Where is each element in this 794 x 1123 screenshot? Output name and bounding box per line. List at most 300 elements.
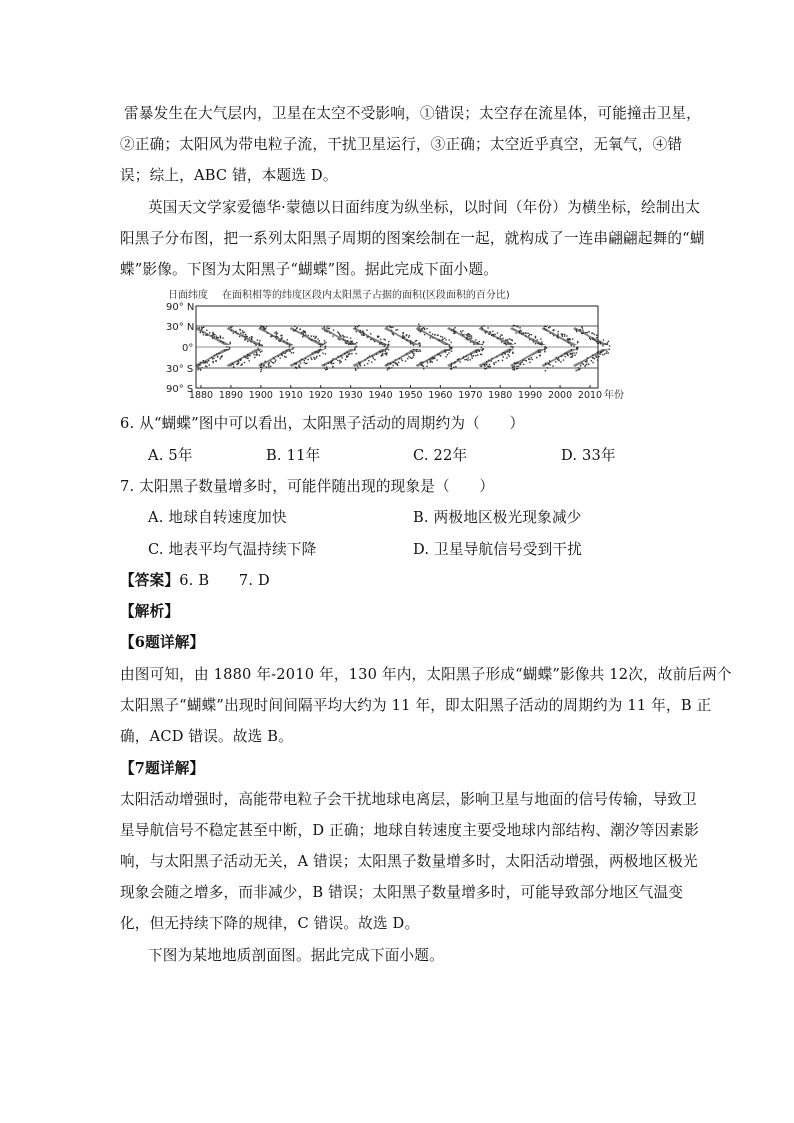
- sunspot-speck: [360, 332, 361, 333]
- sunspot-speck: [348, 354, 349, 355]
- sunspot-speck: [222, 342, 223, 343]
- sunspot-speck: [462, 334, 463, 335]
- sunspot-speck: [233, 364, 234, 365]
- sunspot-speck: [444, 351, 445, 352]
- sunspot-speck: [483, 364, 484, 365]
- sunspot-speck: [286, 350, 287, 351]
- sunspot-speck: [561, 356, 562, 357]
- sunspot-speck: [240, 333, 241, 334]
- x-tick-label: 1950: [398, 390, 423, 401]
- sunspot-speck: [390, 363, 391, 364]
- sunspot-speck: [481, 327, 482, 328]
- sunspot-speck: [596, 337, 597, 338]
- sunspot-speck: [576, 331, 577, 332]
- sunspot-speck: [326, 331, 327, 332]
- sunspot-speck: [212, 361, 213, 362]
- sunspot-speck: [567, 339, 568, 340]
- sunspot-speck: [304, 360, 305, 361]
- sunspot-speck: [387, 363, 388, 364]
- sunspot-speck: [292, 348, 293, 349]
- sunspot-speck: [237, 363, 238, 364]
- sunspot-speck: [407, 358, 408, 359]
- sunspot-speck: [422, 364, 423, 365]
- sunspot-speck: [332, 335, 333, 336]
- sunspot-speck: [493, 336, 494, 337]
- sunspot-speck: [418, 351, 419, 352]
- x-tick-label: 1910: [278, 390, 303, 401]
- sunspot-speck: [272, 362, 273, 363]
- sunspot-speck: [385, 339, 386, 340]
- sunspot-speck: [276, 331, 277, 332]
- sunspot-speck: [544, 328, 545, 329]
- sunspot-speck: [558, 337, 559, 338]
- sunspot-speck: [416, 349, 417, 350]
- sunspot-speck: [429, 359, 430, 360]
- sunspot-speck: [326, 366, 327, 367]
- sunspot-speck: [267, 333, 268, 334]
- sunspot-speck: [424, 328, 425, 329]
- sunspot-speck: [208, 360, 209, 361]
- sunspot-speck: [470, 359, 471, 360]
- sunspot-speck: [399, 358, 400, 359]
- sunspot-speck: [519, 327, 520, 328]
- sunspot-speck: [487, 366, 488, 367]
- sunspot-speck: [508, 354, 509, 355]
- sunspot-speck: [450, 342, 451, 343]
- sunspot-speck: [440, 355, 441, 356]
- sunspot-speck: [276, 338, 277, 339]
- sunspot-speck: [343, 339, 344, 340]
- sunspot-speck: [541, 341, 542, 342]
- sunspot-speck: [413, 353, 414, 354]
- q6-detail-line-2: 太阳黑子“蝴蝶”出现时间间隔平均大约为 11 年，即太阳黑子活动的周期约为 11 年，B 正: [120, 697, 712, 714]
- sunspot-speck: [359, 362, 360, 363]
- sunspot-speck: [214, 336, 215, 337]
- sunspot-speck: [304, 362, 305, 363]
- sunspot-speck: [572, 355, 573, 356]
- sunspot-speck: [520, 330, 521, 331]
- sunspot-speck: [558, 359, 559, 360]
- sunspot-speck: [315, 337, 316, 338]
- sunspot-speck: [467, 333, 468, 334]
- sunspot-speck: [586, 361, 587, 362]
- sunspot-speck: [300, 329, 301, 330]
- sunspot-speck: [302, 336, 303, 337]
- sunspot-speck: [338, 332, 339, 333]
- sunspot-speck: [260, 351, 261, 352]
- sunspot-speck: [442, 339, 443, 340]
- sunspot-speck: [467, 339, 468, 340]
- butterfly-wing: [321, 349, 357, 367]
- sunspot-speck: [343, 336, 344, 337]
- sunspot-speck: [341, 355, 342, 356]
- sunspot-speck: [557, 359, 558, 360]
- sunspot-speck: [315, 340, 316, 341]
- sunspot-speck: [230, 327, 231, 328]
- sunspot-speck: [265, 328, 266, 329]
- sunspot-speck: [339, 362, 340, 363]
- sunspot-speck: [202, 327, 203, 328]
- sunspot-speck: [581, 326, 582, 327]
- sunspot-speck: [488, 334, 489, 335]
- sunspot-speck: [244, 362, 245, 363]
- sunspot-speck: [505, 353, 506, 354]
- sunspot-speck: [324, 364, 325, 365]
- sunspot-speck: [237, 361, 238, 362]
- sunspot-speck: [496, 356, 497, 357]
- sunspot-speck: [580, 329, 581, 330]
- q7-option-d: D. 卫星导航信号受到干扰: [413, 541, 582, 558]
- sunspot-speck: [602, 350, 603, 351]
- sunspot-speck: [266, 366, 267, 367]
- sunspot-speck: [356, 342, 357, 343]
- sunspot-speck: [594, 358, 595, 359]
- sunspot-speck: [264, 329, 265, 330]
- sunspot-speck: [458, 358, 459, 359]
- sunspot-speck: [280, 357, 281, 358]
- x-tick-label: 1900: [248, 390, 273, 401]
- sunspot-speck: [347, 352, 348, 353]
- sunspot-speck: [593, 339, 594, 340]
- sunspot-speck: [422, 362, 423, 363]
- sunspot-speck: [377, 337, 378, 338]
- sunspot-speck: [403, 333, 404, 334]
- sunspot-speck: [285, 353, 286, 354]
- sunspot-speck: [412, 356, 413, 357]
- sunspot-speck: [545, 370, 546, 371]
- sunspot-speck: [324, 340, 325, 341]
- sunspot-speck: [502, 360, 503, 361]
- sunspot-speck: [220, 340, 221, 341]
- sunspot-speck: [529, 339, 530, 340]
- sunspot-speck: [525, 332, 526, 333]
- x-tick-label: 2010: [577, 390, 603, 401]
- sunspot-speck: [571, 345, 572, 346]
- sunspot-speck: [403, 336, 404, 337]
- sunspot-speck: [418, 327, 419, 328]
- sunspot-speck: [573, 352, 574, 353]
- sunspot-speck: [580, 365, 581, 366]
- sunspot-speck: [350, 337, 351, 338]
- sunspot-speck: [592, 362, 593, 363]
- sunspot-speck: [233, 332, 234, 333]
- sunspot-speck: [325, 369, 326, 370]
- sunspot-speck: [514, 362, 515, 363]
- sunspot-speck: [397, 329, 398, 330]
- sunspot-speck: [411, 358, 412, 359]
- sunspot-speck: [354, 343, 355, 344]
- sunspot-speck: [383, 339, 384, 340]
- sunspot-speck: [202, 332, 203, 333]
- sunspot-speck: [557, 334, 558, 335]
- sunspot-speck: [388, 341, 389, 342]
- sunspot-speck: [427, 362, 428, 363]
- sunspot-speck: [509, 351, 510, 352]
- sunspot-speck: [351, 353, 352, 354]
- sunspot-speck: [582, 327, 583, 328]
- sunspot-speck: [483, 341, 484, 342]
- sunspot-speck: [467, 360, 468, 361]
- sunspot-speck: [410, 350, 411, 351]
- sunspot-speck: [249, 360, 250, 361]
- sunspot-speck: [595, 355, 596, 356]
- sunspot-speck: [382, 344, 383, 345]
- sunspot-speck: [355, 368, 356, 369]
- sunspot-speck: [376, 354, 377, 355]
- sunspot-speck: [235, 332, 236, 333]
- sunspot-speck: [372, 355, 373, 356]
- sunspot-speck: [461, 332, 462, 333]
- sunspot-speck: [585, 361, 586, 362]
- sunspot-speck: [601, 351, 602, 352]
- sunspot-speck: [313, 357, 314, 358]
- sunspot-speck: [247, 341, 248, 342]
- sunspot-speck: [333, 358, 334, 359]
- sunspot-speck: [606, 344, 607, 345]
- sunspot-speck: [576, 348, 577, 349]
- sunspot-speck: [358, 362, 359, 363]
- sunspot-speck: [471, 337, 472, 338]
- q6-stem: 6. 从“蝴蝶”图中可以看出，太阳黑子活动的周期约为（ ）: [120, 415, 525, 432]
- sunspot-speck: [346, 357, 347, 358]
- sunspot-speck: [521, 333, 522, 334]
- sunspot-speck: [599, 354, 600, 355]
- butterfly-wing: [573, 349, 609, 367]
- sunspot-speck: [504, 352, 505, 353]
- sunspot-speck: [203, 334, 204, 335]
- sunspot-speck: [385, 351, 386, 352]
- sunspot-speck: [503, 356, 504, 357]
- sunspot-speck: [505, 343, 506, 344]
- sunspot-speck: [322, 344, 323, 345]
- sunspot-speck: [393, 362, 394, 363]
- sunspot-speck: [572, 353, 573, 354]
- sunspot-speck: [402, 335, 403, 336]
- sunspot-speck: [256, 353, 257, 354]
- sunspot-speck: [528, 335, 529, 336]
- sunspot-speck: [218, 337, 219, 338]
- sunspot-speck: [326, 327, 327, 328]
- sunspot-speck: [596, 341, 597, 342]
- sunspot-speck: [381, 355, 382, 356]
- sunspot-speck: [555, 361, 556, 362]
- sunspot-speck: [215, 361, 216, 362]
- sunspot-speck: [303, 333, 304, 334]
- sunspot-speck: [471, 356, 472, 357]
- sunspot-speck: [406, 353, 407, 354]
- sunspot-speck: [504, 343, 505, 344]
- sunspot-speck: [236, 333, 237, 334]
- sunspot-speck: [276, 335, 277, 336]
- sunspot-speck: [289, 349, 290, 350]
- sunspot-speck: [351, 341, 352, 342]
- sunspot-speck: [529, 334, 530, 335]
- sunspot-speck: [516, 366, 517, 367]
- sunspot-speck: [449, 339, 450, 340]
- sunspot-speck: [439, 340, 440, 341]
- sunspot-speck: [468, 357, 469, 358]
- sunspot-speck: [489, 364, 490, 365]
- sunspot-speck: [242, 330, 243, 331]
- sunspot-speck: [287, 343, 288, 344]
- sunspot-speck: [540, 338, 541, 339]
- sunspot-speck: [370, 333, 371, 334]
- sunspot-speck: [574, 355, 575, 356]
- sunspot-speck: [576, 370, 577, 371]
- sunspot-speck: [449, 348, 450, 349]
- sunspot-speck: [511, 339, 512, 340]
- sunspot-speck: [278, 340, 279, 341]
- sunspot-speck: [512, 352, 513, 353]
- sunspot-speck: [387, 345, 388, 346]
- sunspot-speck: [522, 361, 523, 362]
- sunspot-speck: [436, 359, 437, 360]
- sunspot-speck: [336, 358, 337, 359]
- sunspot-speck: [564, 353, 565, 354]
- sunspot-speck: [606, 352, 607, 353]
- sunspot-speck: [220, 358, 221, 359]
- sunspot-speck: [477, 354, 478, 355]
- sunspot-speck: [415, 340, 416, 341]
- sunspot-speck: [322, 353, 323, 354]
- sunspot-speck: [432, 357, 433, 358]
- sunspot-speck: [244, 332, 245, 333]
- sunspot-speck: [487, 327, 488, 328]
- sunspot-speck: [346, 343, 347, 344]
- sunspot-speck: [268, 366, 269, 367]
- sunspot-speck: [609, 345, 610, 346]
- sunspot-speck: [240, 329, 241, 330]
- answer-value: 6. B 7. D: [179, 572, 270, 589]
- sunspot-speck: [571, 356, 572, 357]
- sunspot-speck: [367, 363, 368, 364]
- x-tick-label: 1990: [518, 390, 543, 401]
- sunspot-speck: [259, 350, 260, 351]
- q7-detail-line-4: 现象会随之增多，而非减少，B 错误；太阳黑子数量增多时，可能导致部分地区气温变: [120, 884, 684, 901]
- sunspot-speck: [260, 371, 261, 372]
- sunspot-speck: [550, 333, 551, 334]
- sunspot-speck: [451, 348, 452, 349]
- sunspot-speck: [338, 338, 339, 339]
- q7-stem: 7. 太阳黑子数量增多时，可能伴随出现的现象是（ ）: [120, 478, 495, 495]
- sunspot-speck: [371, 361, 372, 362]
- sunspot-speck: [203, 362, 204, 363]
- sunspot-speck: [206, 366, 207, 367]
- sunspot-speck: [382, 353, 383, 354]
- sunspot-speck: [218, 353, 219, 354]
- sunspot-speck: [368, 360, 369, 361]
- x-tick-label: 1940: [368, 390, 393, 401]
- sunspot-speck: [540, 351, 541, 352]
- sunspot-speck: [500, 338, 501, 339]
- sunspot-speck: [466, 334, 467, 335]
- sunspot-speck: [385, 349, 386, 350]
- sunspot-speck: [303, 330, 304, 331]
- sunspot-speck: [246, 358, 247, 359]
- sunspot-speck: [212, 335, 213, 336]
- sunspot-speck: [230, 343, 231, 344]
- q6-detail-line-1: 由图可知，由 1880 年-2010 年，130 年内，太阳黑子形成“蝴蝶”影像共 12次，故前后两个: [120, 666, 732, 683]
- sunspot-speck: [522, 360, 523, 361]
- next-section-intro: 下图为某地地质剖面图。据此完成下面小题。: [148, 947, 444, 964]
- sunspot-speck: [346, 355, 347, 356]
- sunspot-speck: [471, 354, 472, 355]
- sunspot-speck: [486, 331, 487, 332]
- sunspot-speck: [569, 338, 570, 339]
- sunspot-speck: [479, 341, 480, 342]
- sunspot-speck: [545, 363, 546, 364]
- sunspot-speck: [318, 352, 319, 353]
- sunspot-speck: [525, 335, 526, 336]
- sunspot-speck: [591, 333, 592, 334]
- sunspot-speck: [453, 329, 454, 330]
- sunspot-speck: [432, 361, 433, 362]
- sunspot-speck: [451, 368, 452, 369]
- sunspot-speck: [454, 331, 455, 332]
- y-tick-0: 0°: [182, 343, 194, 354]
- sunspot-speck: [280, 339, 281, 340]
- sunspot-speck: [228, 349, 229, 350]
- sunspot-speck: [203, 327, 204, 328]
- q6-option-c: C. 22年: [413, 447, 468, 464]
- sunspot-speck: [533, 339, 534, 340]
- sunspot-speck: [339, 360, 340, 361]
- q7-option-a: A. 地球自转速度加快: [148, 509, 287, 526]
- sunspot-speck: [544, 349, 545, 350]
- sunspot-speck: [561, 334, 562, 335]
- sunspot-speck: [373, 358, 374, 359]
- sunspot-speck: [233, 366, 234, 367]
- sunspot-speck: [354, 349, 355, 350]
- sunspot-speck: [254, 357, 255, 358]
- y-tick-30n: 30° N: [166, 322, 195, 333]
- sunspot-speck: [451, 351, 452, 352]
- sunspot-speck: [470, 341, 471, 342]
- sunspot-speck: [576, 352, 577, 353]
- sunspot-speck: [382, 354, 383, 355]
- sunspot-speck: [270, 361, 271, 362]
- sunspot-speck: [259, 340, 260, 341]
- sunspot-speck: [548, 327, 549, 328]
- sunspot-speck: [340, 335, 341, 336]
- sunspot-speck: [402, 360, 403, 361]
- sunspot-speck: [583, 332, 584, 333]
- passage-line-3: 蝶”影像。下图为太阳黑子“蝴蝶”图。据此完成下面小题。: [120, 261, 499, 278]
- sunspot-speck: [370, 339, 371, 340]
- sunspot-speck: [560, 361, 561, 362]
- sunspot-speck: [558, 331, 559, 332]
- sunspot-speck: [480, 354, 481, 355]
- sunspot-speck: [355, 370, 356, 371]
- sunspot-speck: [406, 340, 407, 341]
- sunspot-speck: [201, 329, 202, 330]
- sunspot-speck: [211, 357, 212, 358]
- sunspot-speck: [536, 357, 537, 358]
- sunspot-bands: [195, 324, 610, 373]
- diagram-ylabel: 日面纬度: [168, 290, 208, 301]
- sunspot-speck: [401, 358, 402, 359]
- sunspot-speck: [491, 360, 492, 361]
- q7-detail-line-1: 太阳活动增强时，高能带电粒子会干扰地球电离层，影响卫星与地面的信号传输，导致卫: [120, 791, 697, 808]
- sunspot-speck: [302, 331, 303, 332]
- sunspot-speck: [519, 332, 520, 333]
- sunspot-speck: [548, 363, 549, 364]
- sunspot-speck: [586, 360, 587, 361]
- sunspot-speck: [304, 332, 305, 333]
- sunspot-speck: [320, 349, 321, 350]
- sunspot-speck: [394, 362, 395, 363]
- sunspot-speck: [282, 355, 283, 356]
